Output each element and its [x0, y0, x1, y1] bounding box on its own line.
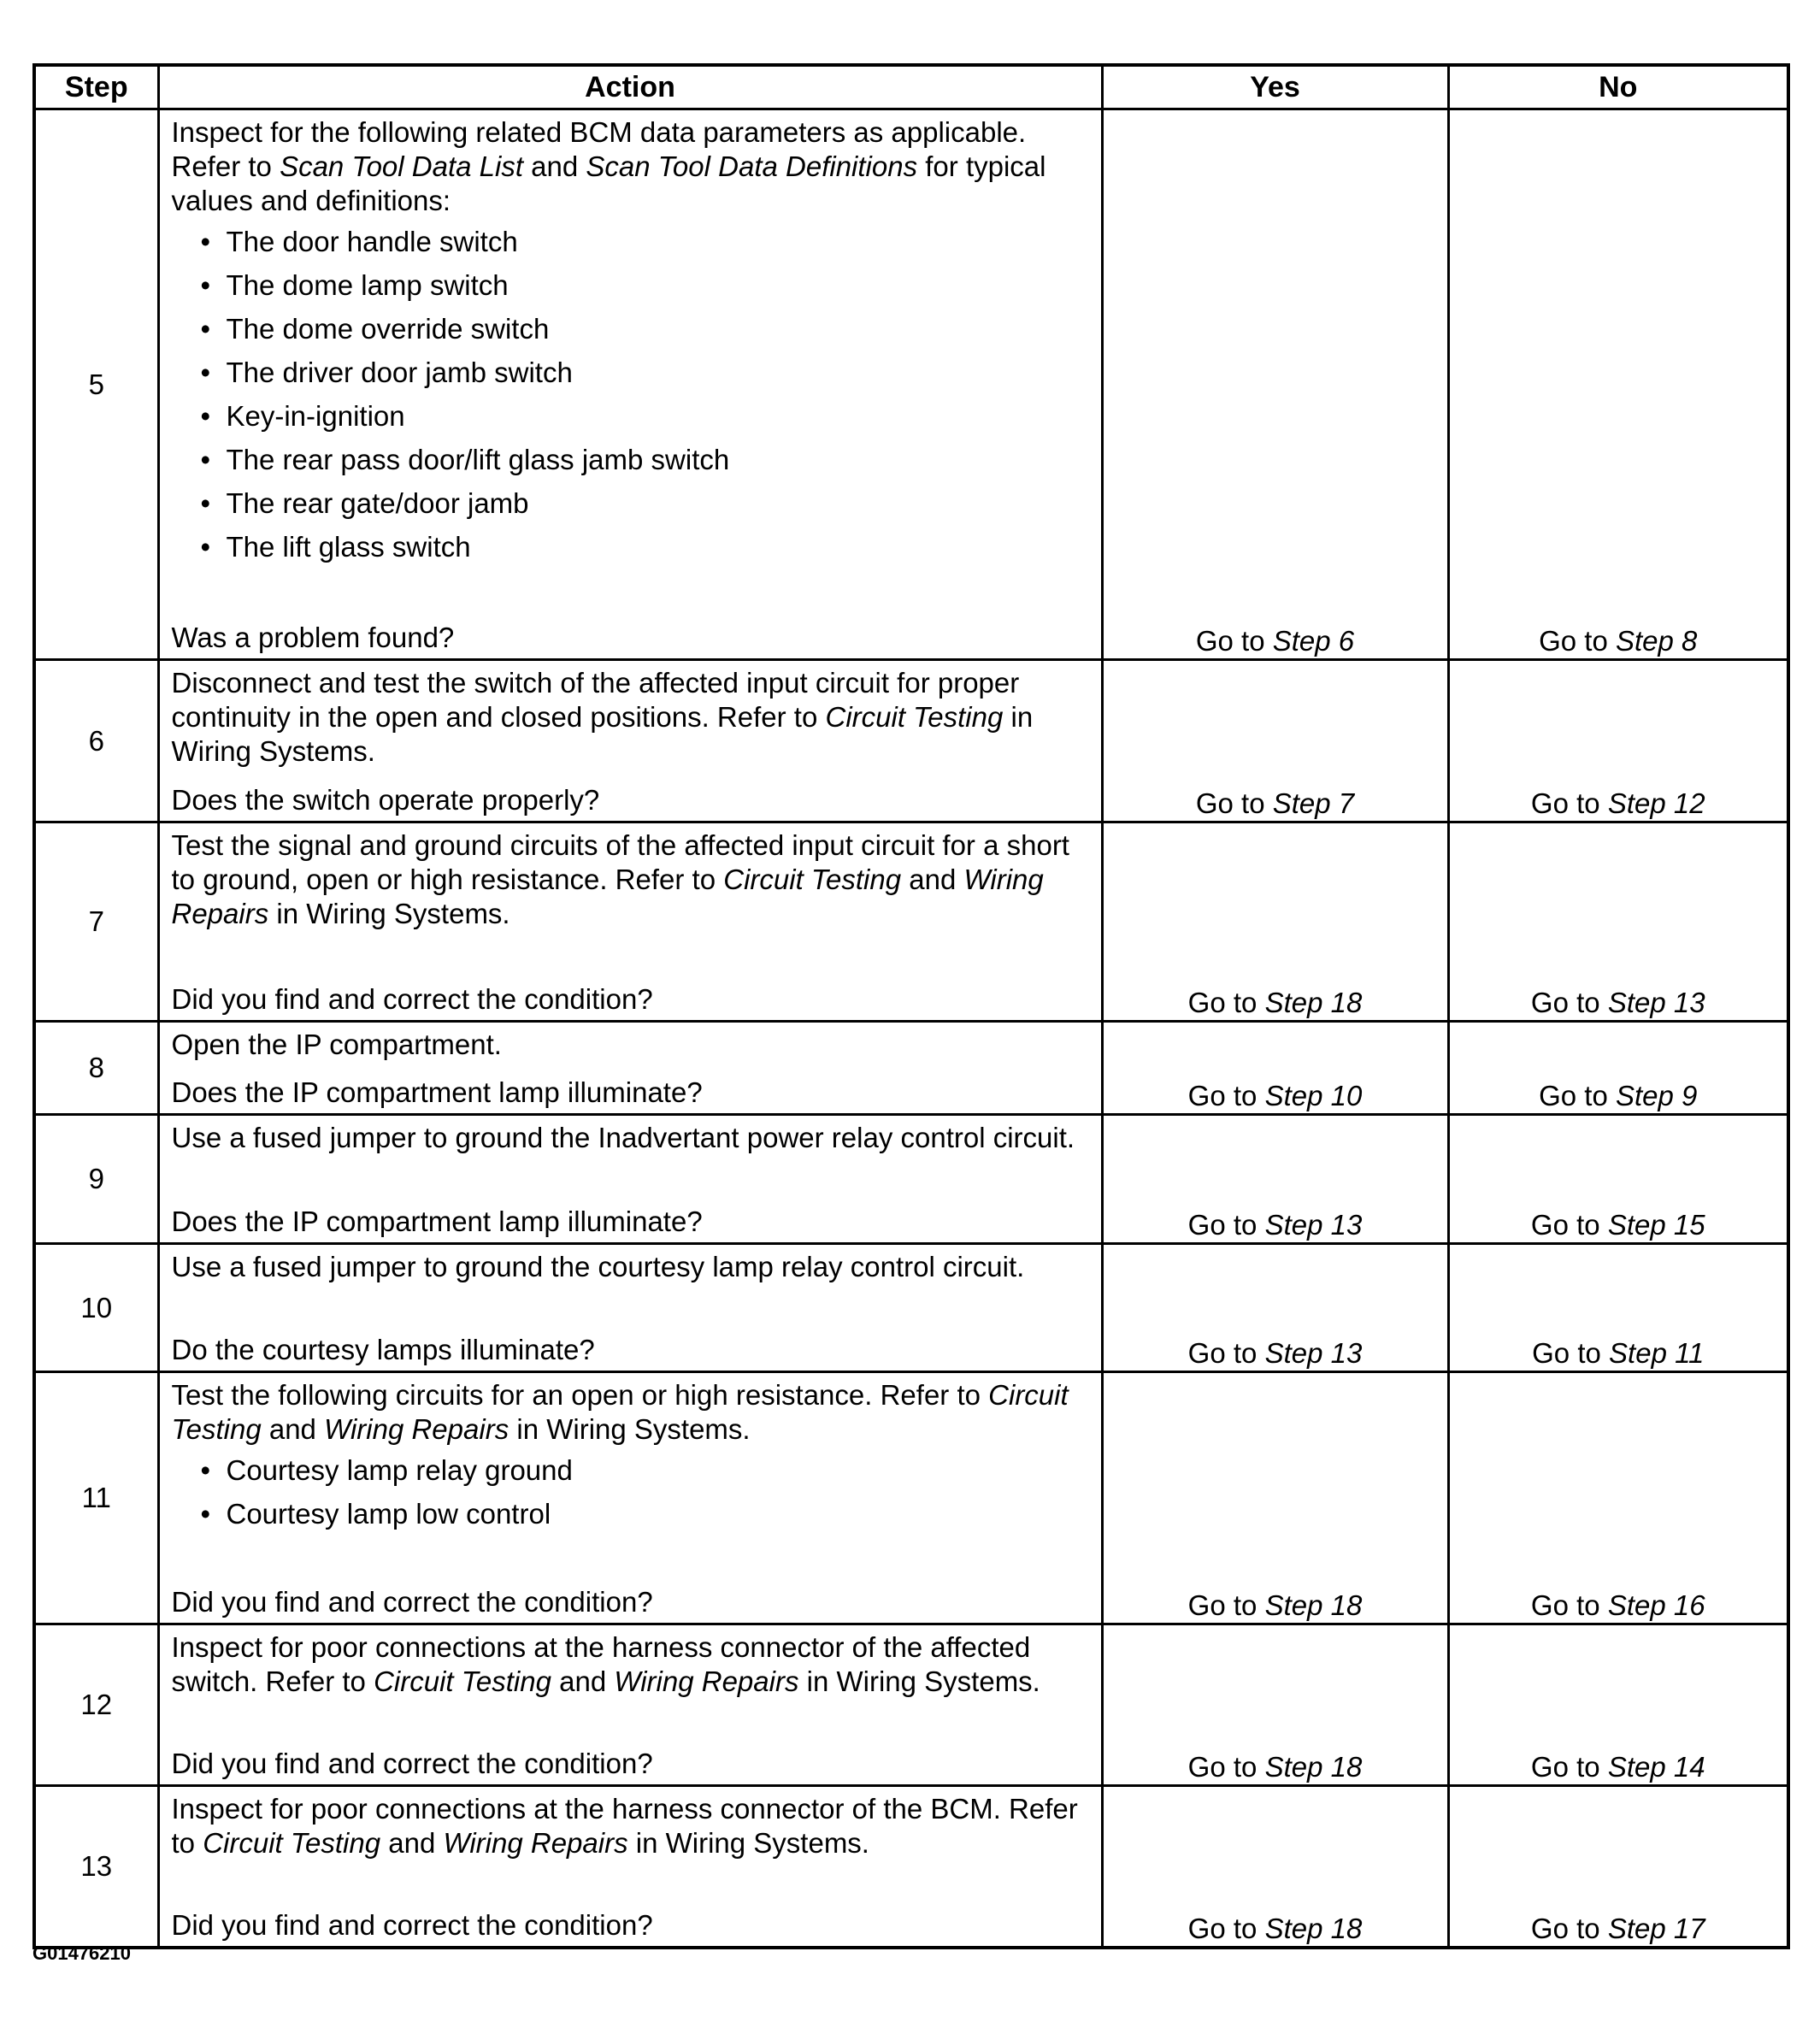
header-step: Step: [34, 65, 158, 109]
no-cell: [1448, 109, 1788, 660]
reference-text: Circuit Testing: [825, 701, 1004, 733]
yes-step-link[interactable]: Step 18: [1264, 1589, 1363, 1621]
bullet-item: • Key-in-ignition: [201, 399, 1091, 433]
no-prefix: Go to: [1530, 1589, 1608, 1621]
yes-cell: [1102, 1115, 1448, 1244]
yes-cell: [1102, 1244, 1448, 1372]
instruction-segment: Inspect for poor connections at the harness connector of the affected switch. Refer to: [171, 1631, 1031, 1697]
bullet-item: • The lift glass switch: [201, 530, 1091, 564]
action-content: [160, 823, 1101, 1020]
no-step-link[interactable]: Step 17: [1607, 1913, 1705, 1944]
instruction-text: [172, 1792, 1091, 1860]
no-prefix: Go to: [1539, 1080, 1616, 1111]
instruction-segment: for typical values and definitions:: [171, 150, 1046, 216]
question-text: Did you find and correct the condition?: [171, 1909, 653, 1941]
no-prefix: Go to: [1530, 987, 1608, 1018]
instruction-segment: Inspect for poor connections at the harness connector of the BCM. Refer to: [171, 1793, 1078, 1859]
bullet-item: • Courtesy lamp relay ground: [201, 1453, 1091, 1488]
reference-text: Wiring Repairs: [171, 864, 1044, 929]
instruction-segment: in Wiring Systems.: [798, 1665, 1040, 1697]
step-number: 8: [34, 1022, 158, 1115]
instruction-segment: Test the following circuits for an open or high resistance. Refer to: [171, 1379, 989, 1411]
bullet-item: • Courtesy lamp low control: [201, 1497, 1091, 1531]
action-top: [172, 1028, 1091, 1062]
no-cell: [1448, 1624, 1788, 1786]
instruction-segment: Use a fused jumper to ground the courtesy lamp relay control circuit.: [171, 1251, 1025, 1282]
instruction-text: [172, 1378, 1091, 1447]
step-number: 9: [34, 1115, 158, 1244]
yes-step-link[interactable]: Step 18: [1264, 1751, 1363, 1783]
yes-step-link[interactable]: Step 18: [1264, 1913, 1363, 1944]
figure-code: G01476210: [32, 1943, 131, 1964]
table-row: [34, 1244, 1788, 1372]
action-content: [160, 1023, 1101, 1113]
no-cell: [1448, 1115, 1788, 1244]
yes-step-link[interactable]: Step 13: [1264, 1337, 1363, 1369]
instruction-segment: Open the IP compartment.: [171, 1029, 502, 1060]
instruction-text: [172, 1630, 1091, 1699]
instruction-segment: Test the signal and ground circuits of the affected input circuit for a short to ground, open or high resistance. Refer to: [171, 829, 1069, 895]
no-step-link[interactable]: Step 15: [1607, 1209, 1705, 1241]
action-top: [172, 1121, 1091, 1155]
question-text: Did you find and correct the condition?: [171, 983, 653, 1015]
action-top: [172, 828, 1091, 931]
yes-step-link[interactable]: Step 13: [1264, 1209, 1363, 1241]
table-row: [34, 1022, 1788, 1115]
yes-cell: [1102, 660, 1448, 822]
table-row: [34, 1786, 1788, 1948]
action-cell: [158, 1624, 1102, 1786]
yes-prefix: Go to: [1195, 787, 1273, 819]
action-content: [160, 1245, 1101, 1371]
question-text: Does the IP compartment lamp illuminate?: [171, 1076, 703, 1108]
diagnostic-document: [32, 63, 1787, 1949]
action-cell: [158, 1022, 1102, 1115]
table-row: [34, 1624, 1788, 1786]
bullet-item: • The dome lamp switch: [201, 268, 1091, 303]
action-cell: [158, 1786, 1102, 1948]
step-number: 13: [34, 1786, 158, 1948]
question-text: Did you find and correct the condition?: [171, 1748, 653, 1779]
question-text: Did you find and correct the condition?: [171, 1586, 653, 1618]
yes-step-link[interactable]: Step 10: [1264, 1080, 1363, 1111]
no-cell: [1448, 1022, 1788, 1115]
header-action: Action: [158, 65, 1102, 109]
yes-prefix: Go to: [1187, 1913, 1265, 1944]
no-step-link[interactable]: Step 8: [1615, 625, 1698, 657]
table-row: [34, 1115, 1788, 1244]
no-prefix: Go to: [1530, 787, 1608, 819]
reference-text: Circuit Testing: [723, 864, 902, 895]
action-top: [172, 1792, 1091, 1860]
reference-text: Wiring Repairs: [443, 1827, 628, 1859]
no-prefix: Go to: [1530, 1209, 1608, 1241]
yes-cell: [1102, 1372, 1448, 1624]
instruction-segment: in Wiring Systems.: [268, 898, 510, 929]
question-text: Do the courtesy lamps illuminate?: [171, 1334, 595, 1365]
table-body: [34, 109, 1788, 1948]
action-top: [172, 666, 1091, 769]
instruction-segment: Use a fused jumper to ground the Inadvertant power relay control circuit.: [171, 1122, 1075, 1153]
instruction-segment: in Wiring Systems.: [171, 701, 1034, 767]
table-row: [34, 660, 1788, 822]
action-top: [172, 115, 1091, 574]
step-number: 5: [34, 109, 158, 660]
no-step-link[interactable]: Step 9: [1615, 1080, 1698, 1111]
instruction-segment: Disconnect and test the switch of the affected input circuit for proper continuity in the open and closed positions. Refer to: [171, 667, 1020, 733]
yes-prefix: Go to: [1187, 987, 1265, 1018]
instruction-segment: and: [523, 150, 586, 182]
no-prefix: Go to: [1530, 1913, 1608, 1944]
instruction-segment: in Wiring Systems.: [509, 1413, 751, 1445]
header-no: No: [1448, 65, 1788, 109]
yes-cell: [1102, 1624, 1448, 1786]
action-top: [172, 1378, 1091, 1541]
yes-cell: [1102, 1022, 1448, 1115]
yes-step-link[interactable]: Step 7: [1272, 787, 1355, 819]
question-text: Was a problem found?: [171, 622, 455, 653]
question-text: Does the IP compartment lamp illuminate?: [171, 1206, 703, 1237]
step-number: 11: [34, 1372, 158, 1624]
action-cell: [158, 1115, 1102, 1244]
instruction-text: [172, 1028, 1091, 1062]
yes-prefix: Go to: [1187, 1080, 1265, 1111]
action-content: [160, 1625, 1101, 1784]
action-cell: [158, 660, 1102, 822]
yes-prefix: Go to: [1187, 1337, 1265, 1369]
no-step-link[interactable]: Step 12: [1607, 787, 1705, 819]
reference-text: Scan Tool Data List: [280, 150, 524, 182]
table-row: [34, 109, 1788, 660]
yes-prefix: Go to: [1195, 625, 1273, 657]
step-number: 7: [34, 822, 158, 1022]
step-number: 6: [34, 660, 158, 822]
bullet-item: • The rear pass door/lift glass jamb switch: [201, 443, 1091, 477]
question-text: Does the switch operate properly?: [171, 784, 600, 816]
table-row: [34, 1372, 1788, 1624]
yes-step-link[interactable]: Step 18: [1264, 987, 1363, 1018]
no-cell: [1448, 1244, 1788, 1372]
table-row: [34, 822, 1788, 1022]
reference-text: Wiring Repairs: [324, 1413, 509, 1445]
action-content: [160, 661, 1101, 821]
action-content: [160, 1116, 1101, 1242]
diagnostic-table: [32, 63, 1790, 1949]
reference-text: Wiring Repairs: [614, 1665, 799, 1697]
yes-cell: [1102, 109, 1448, 660]
no-step-link[interactable]: Step 14: [1607, 1751, 1705, 1783]
header-yes: Yes: [1102, 65, 1448, 109]
no-step-link[interactable]: Step 11: [1609, 1337, 1705, 1369]
bullet-item: • The door handle switch: [201, 225, 1091, 259]
no-cell: [1448, 660, 1788, 822]
instruction-segment: and: [380, 1827, 444, 1859]
reference-text: Circuit Testing: [374, 1665, 551, 1697]
action-cell: [158, 1372, 1102, 1624]
no-prefix: Go to: [1532, 1337, 1610, 1369]
yes-cell: [1102, 822, 1448, 1022]
yes-prefix: Go to: [1187, 1589, 1265, 1621]
instruction-segment: Inspect for the following related BCM data parameters as applicable. Refer to: [171, 116, 1027, 182]
no-prefix: Go to: [1530, 1751, 1608, 1783]
instruction-text: [172, 828, 1091, 931]
no-prefix: Go to: [1539, 625, 1616, 657]
step-number: 12: [34, 1624, 158, 1786]
bullet-item: • The dome override switch: [201, 312, 1091, 346]
instruction-segment: and: [901, 864, 964, 895]
action-top: [172, 1630, 1091, 1699]
instruction-text: [172, 1250, 1091, 1284]
yes-prefix: Go to: [1187, 1209, 1265, 1241]
yes-prefix: Go to: [1187, 1751, 1265, 1783]
action-cell: [158, 1244, 1102, 1372]
no-cell: [1448, 1786, 1788, 1948]
no-cell: [1448, 822, 1788, 1022]
yes-step-link[interactable]: Step 6: [1272, 625, 1355, 657]
action-content: [160, 1373, 1101, 1623]
bullet-list: [172, 1453, 1091, 1531]
header-row: [34, 65, 1788, 109]
instruction-text: [172, 115, 1091, 218]
bullet-item: • The driver door jamb switch: [201, 356, 1091, 390]
reference-text: Scan Tool Data Definitions: [586, 150, 918, 182]
action-top: [172, 1250, 1091, 1284]
instruction-segment: and: [261, 1413, 325, 1445]
no-cell: [1448, 1372, 1788, 1624]
instruction-segment: and: [551, 1665, 615, 1697]
bullet-item: • The rear gate/door jamb: [201, 486, 1091, 521]
action-content: [160, 110, 1101, 658]
action-cell: [158, 822, 1102, 1022]
no-step-link[interactable]: Step 13: [1607, 987, 1705, 1018]
action-cell: [158, 109, 1102, 660]
reference-text: Circuit Testing: [171, 1379, 1069, 1445]
instruction-text: [172, 1121, 1091, 1155]
no-step-link[interactable]: Step 16: [1607, 1589, 1705, 1621]
yes-cell: [1102, 1786, 1448, 1948]
reference-text: Circuit Testing: [203, 1827, 381, 1859]
action-content: [160, 1787, 1101, 1946]
instruction-text: [172, 666, 1091, 769]
bullet-list: [172, 225, 1091, 564]
instruction-segment: in Wiring Systems.: [627, 1827, 869, 1859]
step-number: 10: [34, 1244, 158, 1372]
